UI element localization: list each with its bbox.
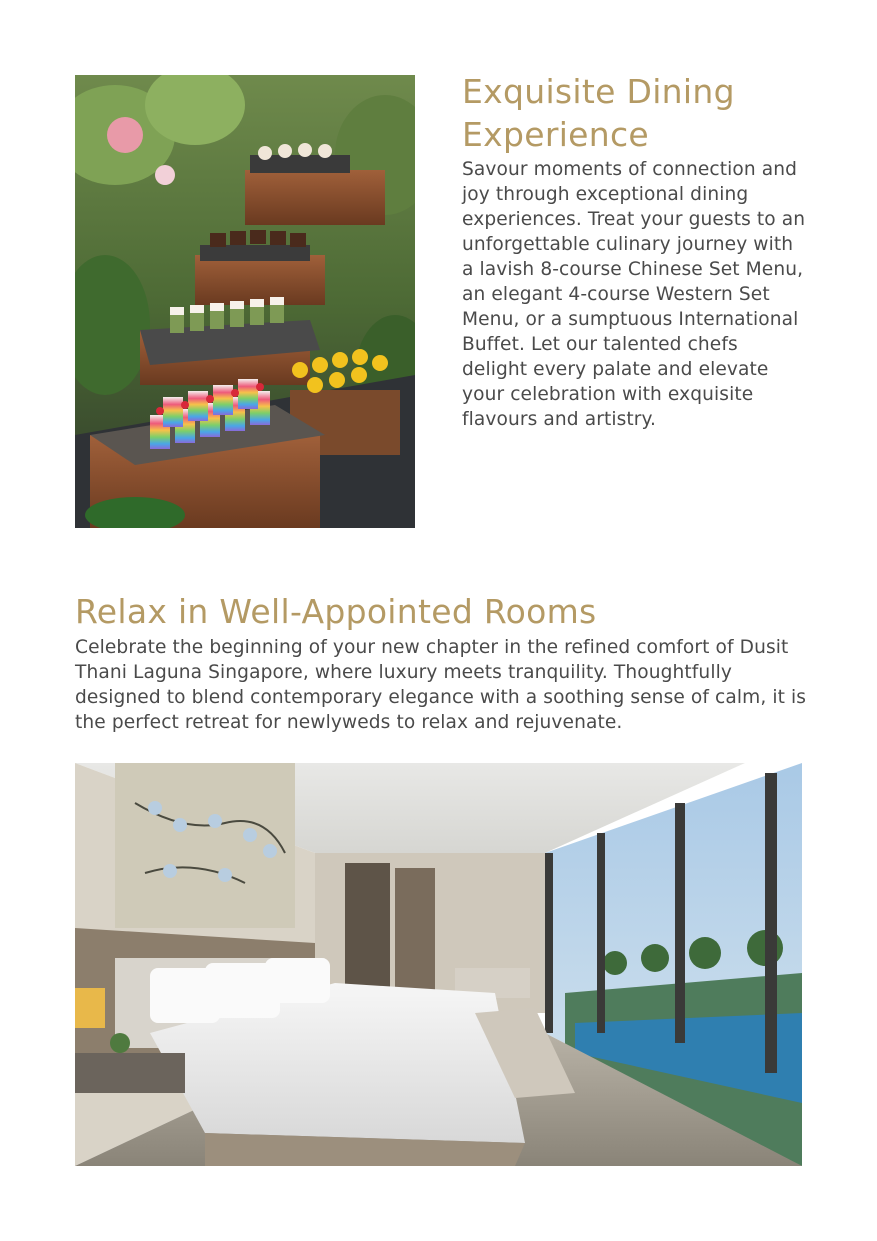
hotel-room-photo [75, 763, 802, 1166]
dessert-buffet-photo [75, 75, 415, 528]
dining-heading: Exquisite Dining Experience [462, 72, 735, 154]
rooms-heading: Relax in Well-Appointed Rooms [75, 592, 597, 631]
dining-description: Savour moments of connection and joy through exceptional dining experiences. Treat your guests to an unforgettable culinary journey with a lavish 8-course Chinese Set Menu, an elegant 4-course Western Set Menu, or a sumptuous International Buffet. Let our talented chefs delight every palate and elevate your celebration with exquisite flavours and artistry. [462, 159, 806, 430]
rooms-description: Celebrate the beginning of your new chapter in the refined comfort of Dusit Thani Laguna Singapore, where luxury meets tranquility. Thoughtfully designed to blend contemporary elegance with a soothing sense of calm, it is the perfect retreat for newlyweds to relax and rejuvenate. [75, 637, 807, 733]
dessert-buffet-illustration [75, 75, 415, 528]
hotel-room-illustration [75, 763, 802, 1166]
